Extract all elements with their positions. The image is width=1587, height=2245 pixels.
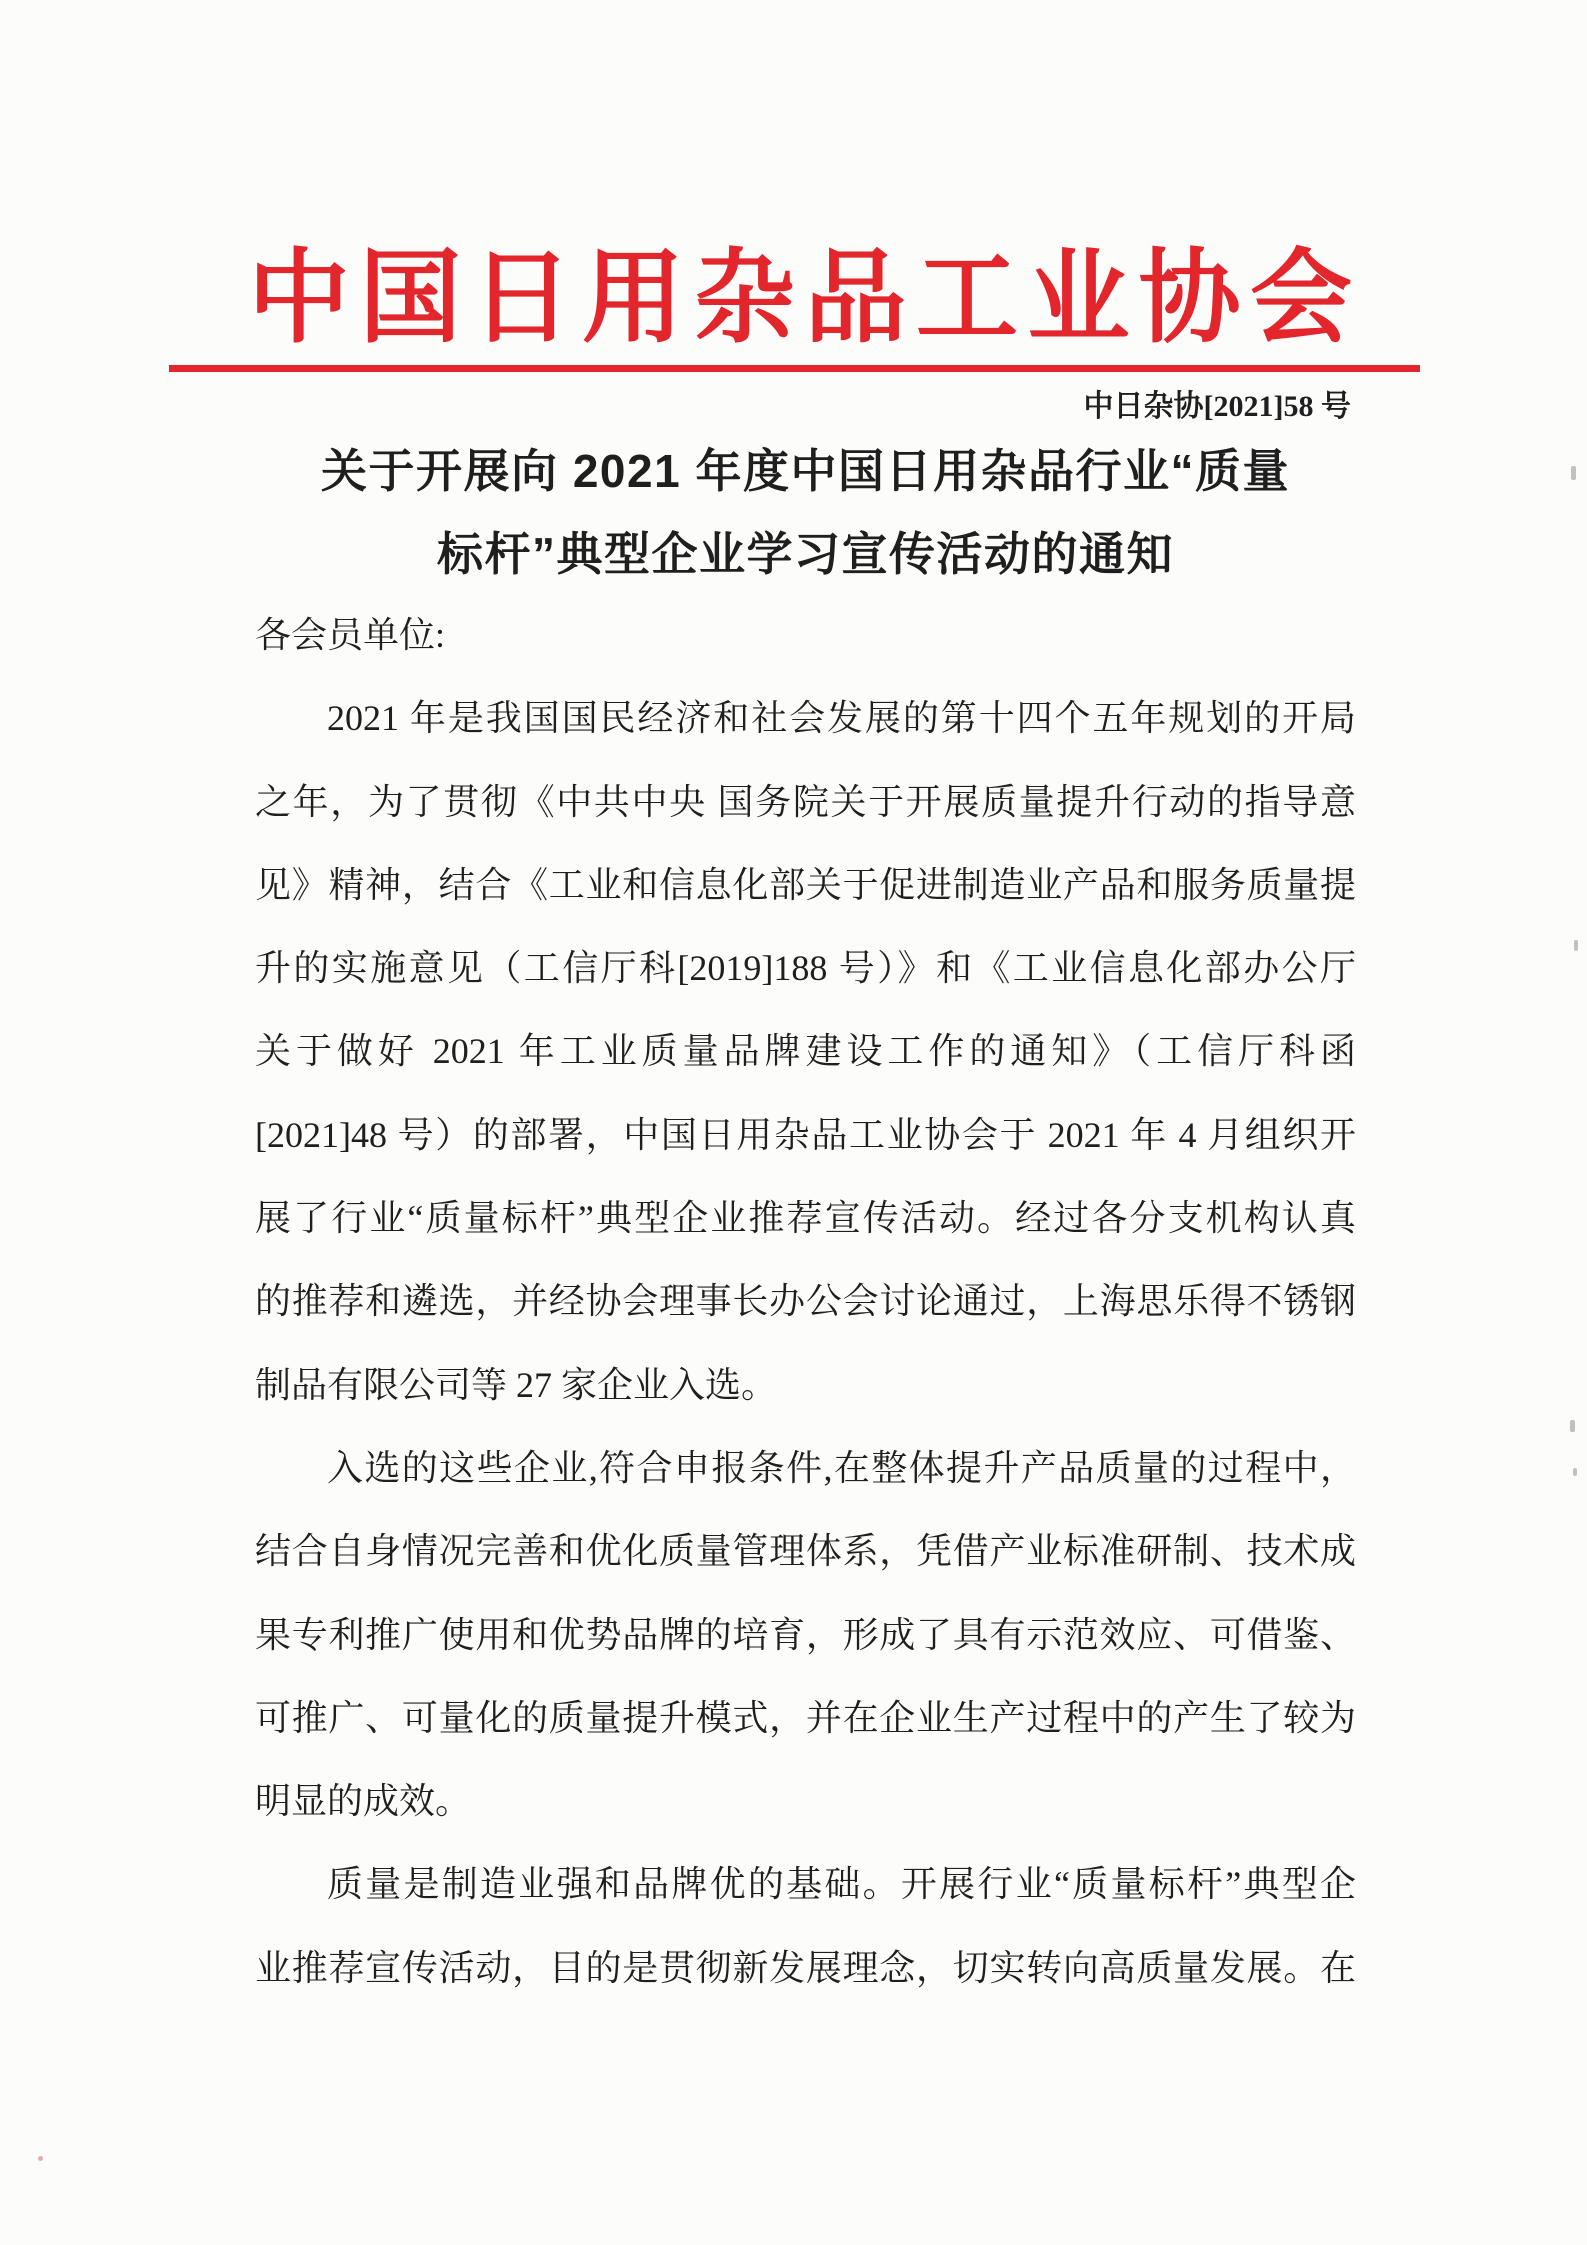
scan-speck [1574,940,1578,951]
scan-speck [38,2156,43,2161]
paragraph-line: 果专利推广使用和优势品牌的培育，形成了具有示范效应、可借鉴、 [255,1614,1356,1655]
title-line-2: 标杆”典型企业学习宣传活动的通知 [437,528,1174,580]
document-number: 中日杂协[2021]58 号 [1083,390,1351,423]
paragraph-1 [255,677,1356,1427]
scan-speck [1573,1468,1577,1476]
paragraph-line: 见》精神，结合《工业和信息化部关于促进制造业产品和服务质量提 [255,864,1356,905]
salutation: 各会员单位: [255,615,446,655]
paragraph-line: 入选的这些企业,符合申报条件,在整体提升产品质量的过程中， [327,1447,1356,1488]
paragraph-line: 关于做好 2021 年工业质量品牌建设工作的通知》（工信厅科函 [255,1031,1356,1072]
paragraph-line: [2021]48 号）的部署，中国日用杂品工业协会于 2021 年 4 月组织开 [255,1114,1356,1155]
notice-body [255,594,1356,2010]
scan-speck [1571,466,1576,480]
paragraph-line: 明显的成效。 [255,1781,472,1822]
paragraph-line: 展了行业“质量标杆”典型企业推荐宣传活动。经过各分支机构认真 [255,1198,1356,1239]
paragraph-line: 制品有限公司等 27 家企业入选。 [255,1364,778,1405]
paragraph-line: 之年，为了贯彻《中共中央 国务院关于开展质量提升行动的指导意 [255,781,1356,822]
letterhead-red-rule [169,365,1420,372]
paragraph-2 [255,1427,1356,1843]
paragraph-line: 质量是制造业强和品牌优的基础。开展行业“质量标杆”典型企 [327,1864,1356,1905]
title-line-1: 关于开展向 2021 年度中国日用杂品行业“质量 [321,445,1290,497]
paragraph-line: 2021 年是我国国民经济和社会发展的第十四个五年规划的开局 [327,698,1356,739]
scan-speck [1570,1420,1575,1432]
paragraph-line: 升的实施意见（工信厅科[2019]188 号）》和《工业信息化部办公厅 [255,948,1356,989]
notice-title [255,430,1356,596]
paragraph-line: 结合自身情况完善和优化质量管理体系，凭借产业标准研制、技术成 [255,1531,1356,1572]
paragraph-3 [255,1843,1356,2010]
paragraph-line: 业推荐宣传活动，目的是贯彻新发展理念，切实转向高质量发展。在 [255,1947,1356,1988]
paragraph-line: 的推荐和遴选，并经协会理事长办公会讨论通过，上海思乐得不锈钢 [255,1281,1356,1322]
paragraph-line: 可推广、可量化的质量提升模式，并在企业生产过程中的产生了较为 [255,1697,1356,1738]
letterhead-org-name: 中国日用杂品工业协会 [248,244,1352,354]
